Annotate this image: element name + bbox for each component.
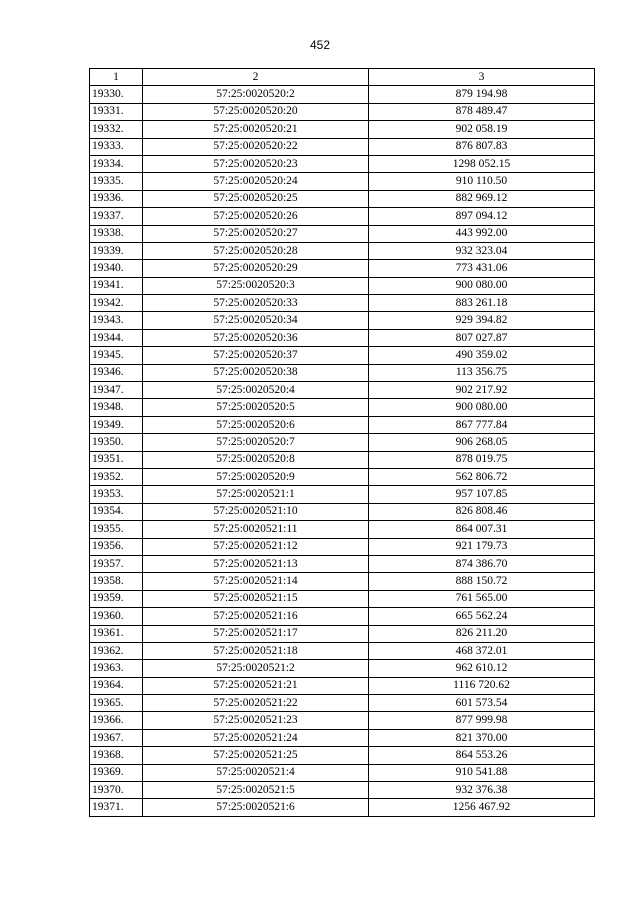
cadastral-number-cell: 57:25:0020521:6 <box>143 799 369 816</box>
cadastral-number-cell: 57:25:0020521:5 <box>143 782 369 799</box>
table-row <box>90 190 595 207</box>
cadastral-number-cell: 57:25:0020521:18 <box>143 642 369 659</box>
row-number-cell: 19332. <box>90 121 143 138</box>
table-row <box>90 434 595 451</box>
cadastral-value-cell: 910 110.50 <box>369 173 595 190</box>
cadastral-value-table <box>89 68 595 817</box>
row-number-cell: 19356. <box>90 538 143 555</box>
table-row <box>90 573 595 590</box>
cadastral-value-cell: 879 194.98 <box>369 86 595 103</box>
cadastral-value-cell: 761 565.00 <box>369 590 595 607</box>
row-number-cell: 19357. <box>90 555 143 572</box>
cadastral-value-cell: 888 150.72 <box>369 573 595 590</box>
cadastral-number-cell: 57:25:0020521:2 <box>143 660 369 677</box>
cadastral-value-cell: 962 610.12 <box>369 660 595 677</box>
table-row <box>90 660 595 677</box>
cadastral-value-cell: 932 376.38 <box>369 782 595 799</box>
table-row <box>90 764 595 781</box>
row-number-cell: 19331. <box>90 103 143 120</box>
row-number-cell: 19335. <box>90 173 143 190</box>
table-row <box>90 208 595 225</box>
table-row <box>90 729 595 746</box>
table-row <box>90 782 595 799</box>
cadastral-value-cell: 902 058.19 <box>369 121 595 138</box>
cadastral-number-cell: 57:25:0020521:24 <box>143 729 369 746</box>
cadastral-value-cell: 1116 720.62 <box>369 677 595 694</box>
row-number-cell: 19371. <box>90 799 143 816</box>
cadastral-number-cell: 57:25:0020520:8 <box>143 451 369 468</box>
cadastral-value-cell: 883 261.18 <box>369 295 595 312</box>
cadastral-value-cell: 921 179.73 <box>369 538 595 555</box>
table-row <box>90 242 595 259</box>
table-row <box>90 329 595 346</box>
table-body <box>90 86 595 816</box>
table-row <box>90 277 595 294</box>
row-number-cell: 19342. <box>90 295 143 312</box>
table-row <box>90 625 595 642</box>
cadastral-number-cell: 57:25:0020520:27 <box>143 225 369 242</box>
table-row <box>90 173 595 190</box>
row-number-cell: 19330. <box>90 86 143 103</box>
cadastral-value-cell: 932 323.04 <box>369 242 595 259</box>
row-number-cell: 19361. <box>90 625 143 642</box>
cadastral-number-cell: 57:25:0020520:24 <box>143 173 369 190</box>
table-row <box>90 155 595 172</box>
cadastral-value-cell: 807 027.87 <box>369 329 595 346</box>
cadastral-number-cell: 57:25:0020521:12 <box>143 538 369 555</box>
table-row <box>90 225 595 242</box>
table-row <box>90 608 595 625</box>
row-number-cell: 19364. <box>90 677 143 694</box>
row-number-cell: 19358. <box>90 573 143 590</box>
row-number-cell: 19337. <box>90 208 143 225</box>
cadastral-number-cell: 57:25:0020521:21 <box>143 677 369 694</box>
cadastral-value-cell: 957 107.85 <box>369 486 595 503</box>
cadastral-value-cell: 882 969.12 <box>369 190 595 207</box>
row-number-cell: 19350. <box>90 434 143 451</box>
table-row <box>90 712 595 729</box>
cadastral-number-cell: 57:25:0020520:26 <box>143 208 369 225</box>
table-row <box>90 138 595 155</box>
cadastral-number-cell: 57:25:0020520:22 <box>143 138 369 155</box>
cadastral-value-cell: 773 431.06 <box>369 260 595 277</box>
cadastral-number-cell: 57:25:0020520:5 <box>143 399 369 416</box>
table-row <box>90 695 595 712</box>
row-number-cell: 19336. <box>90 190 143 207</box>
cadastral-value-cell: 910 541.88 <box>369 764 595 781</box>
cadastral-value-cell: 113 356.75 <box>369 364 595 381</box>
cadastral-value-cell: 665 562.24 <box>369 608 595 625</box>
cadastral-value-cell: 902 217.92 <box>369 382 595 399</box>
cadastral-number-cell: 57:25:0020520:6 <box>143 416 369 433</box>
header-row <box>90 69 595 86</box>
cadastral-number-cell: 57:25:0020520:23 <box>143 155 369 172</box>
cadastral-value-cell: 821 370.00 <box>369 729 595 746</box>
table-row <box>90 364 595 381</box>
cadastral-number-cell: 57:25:0020521:1 <box>143 486 369 503</box>
cadastral-value-cell: 1256 467.92 <box>369 799 595 816</box>
row-number-cell: 19343. <box>90 312 143 329</box>
row-number-cell: 19363. <box>90 660 143 677</box>
table-row <box>90 468 595 485</box>
table-row <box>90 399 595 416</box>
cadastral-number-cell: 57:25:0020520:4 <box>143 382 369 399</box>
table-row <box>90 677 595 694</box>
table-row <box>90 642 595 659</box>
cadastral-value-cell: 443 992.00 <box>369 225 595 242</box>
cadastral-value-cell: 929 394.82 <box>369 312 595 329</box>
table-row <box>90 590 595 607</box>
row-number-cell: 19340. <box>90 260 143 277</box>
row-number-cell: 19359. <box>90 590 143 607</box>
cadastral-number-cell: 57:25:0020521:15 <box>143 590 369 607</box>
cadastral-number-cell: 57:25:0020521:10 <box>143 503 369 520</box>
cadastral-number-cell: 57:25:0020521:23 <box>143 712 369 729</box>
cadastral-number-cell: 57:25:0020520:29 <box>143 260 369 277</box>
table-row <box>90 503 595 520</box>
cadastral-value-cell: 826 211.20 <box>369 625 595 642</box>
cadastral-value-cell: 864 553.26 <box>369 747 595 764</box>
table-row <box>90 451 595 468</box>
cadastral-value-cell: 897 094.12 <box>369 208 595 225</box>
row-number-cell: 19369. <box>90 764 143 781</box>
cadastral-number-cell: 57:25:0020521:14 <box>143 573 369 590</box>
table-row <box>90 260 595 277</box>
cadastral-number-cell: 57:25:0020520:21 <box>143 121 369 138</box>
row-number-cell: 19353. <box>90 486 143 503</box>
table-row <box>90 486 595 503</box>
cadastral-value-cell: 490 359.02 <box>369 347 595 364</box>
table-row <box>90 799 595 816</box>
cadastral-number-cell: 57:25:0020521:25 <box>143 747 369 764</box>
row-number-cell: 19368. <box>90 747 143 764</box>
cadastral-value-cell: 1298 052.15 <box>369 155 595 172</box>
cadastral-number-cell: 57:25:0020520:38 <box>143 364 369 381</box>
row-number-cell: 19351. <box>90 451 143 468</box>
row-number-cell: 19341. <box>90 277 143 294</box>
header-col-1: 1 <box>90 69 143 86</box>
row-number-cell: 19348. <box>90 399 143 416</box>
table-row <box>90 416 595 433</box>
cadastral-number-cell: 57:25:0020520:33 <box>143 295 369 312</box>
cadastral-number-cell: 57:25:0020521:4 <box>143 764 369 781</box>
row-number-cell: 19354. <box>90 503 143 520</box>
cadastral-value-cell: 877 999.98 <box>369 712 595 729</box>
header-col-3: 3 <box>369 69 595 86</box>
table-row <box>90 86 595 103</box>
cadastral-value-cell: 900 080.00 <box>369 399 595 416</box>
row-number-cell: 19370. <box>90 782 143 799</box>
cadastral-number-cell: 57:25:0020521:11 <box>143 521 369 538</box>
table-row <box>90 295 595 312</box>
table-row <box>90 121 595 138</box>
cadastral-value-cell: 601 573.54 <box>369 695 595 712</box>
row-number-cell: 19344. <box>90 329 143 346</box>
cadastral-value-cell: 562 806.72 <box>369 468 595 485</box>
table-row <box>90 747 595 764</box>
cadastral-value-cell: 878 489.47 <box>369 103 595 120</box>
row-number-cell: 19355. <box>90 521 143 538</box>
cadastral-number-cell: 57:25:0020521:16 <box>143 608 369 625</box>
cadastral-number-cell: 57:25:0020520:25 <box>143 190 369 207</box>
cadastral-value-cell: 906 268.05 <box>369 434 595 451</box>
row-number-cell: 19345. <box>90 347 143 364</box>
cadastral-value-cell: 874 386.70 <box>369 555 595 572</box>
row-number-cell: 19366. <box>90 712 143 729</box>
row-number-cell: 19365. <box>90 695 143 712</box>
cadastral-number-cell: 57:25:0020520:7 <box>143 434 369 451</box>
cadastral-number-cell: 57:25:0020520:34 <box>143 312 369 329</box>
row-number-cell: 19360. <box>90 608 143 625</box>
cadastral-number-cell: 57:25:0020520:37 <box>143 347 369 364</box>
cadastral-number-cell: 57:25:0020520:20 <box>143 103 369 120</box>
row-number-cell: 19349. <box>90 416 143 433</box>
cadastral-number-cell: 57:25:0020520:28 <box>143 242 369 259</box>
row-number-cell: 19346. <box>90 364 143 381</box>
cadastral-number-cell: 57:25:0020521:13 <box>143 555 369 572</box>
table-header <box>90 69 595 86</box>
table-row <box>90 521 595 538</box>
table-row <box>90 312 595 329</box>
page-number: 452 <box>309 38 331 52</box>
row-number-cell: 19367. <box>90 729 143 746</box>
row-number-cell: 19347. <box>90 382 143 399</box>
cadastral-value-cell: 876 807.83 <box>369 138 595 155</box>
cadastral-value-cell: 878 019.75 <box>369 451 595 468</box>
row-number-cell: 19333. <box>90 138 143 155</box>
row-number-cell: 19334. <box>90 155 143 172</box>
cadastral-value-cell: 864 007.31 <box>369 521 595 538</box>
table-row <box>90 538 595 555</box>
header-col-2: 2 <box>143 69 369 86</box>
cadastral-number-cell: 57:25:0020520:2 <box>143 86 369 103</box>
cadastral-number-cell: 57:25:0020520:3 <box>143 277 369 294</box>
cadastral-number-cell: 57:25:0020521:17 <box>143 625 369 642</box>
cadastral-number-cell: 57:25:0020520:36 <box>143 329 369 346</box>
table-row <box>90 103 595 120</box>
cadastral-value-cell: 826 808.46 <box>369 503 595 520</box>
row-number-cell: 19339. <box>90 242 143 259</box>
table-row <box>90 382 595 399</box>
row-number-cell: 19338. <box>90 225 143 242</box>
cadastral-value-cell: 900 080.00 <box>369 277 595 294</box>
cadastral-value-cell: 867 777.84 <box>369 416 595 433</box>
table-row <box>90 555 595 572</box>
table-row <box>90 347 595 364</box>
cadastral-number-cell: 57:25:0020520:9 <box>143 468 369 485</box>
row-number-cell: 19362. <box>90 642 143 659</box>
row-number-cell: 19352. <box>90 468 143 485</box>
cadastral-value-cell: 468 372.01 <box>369 642 595 659</box>
cadastral-number-cell: 57:25:0020521:22 <box>143 695 369 712</box>
